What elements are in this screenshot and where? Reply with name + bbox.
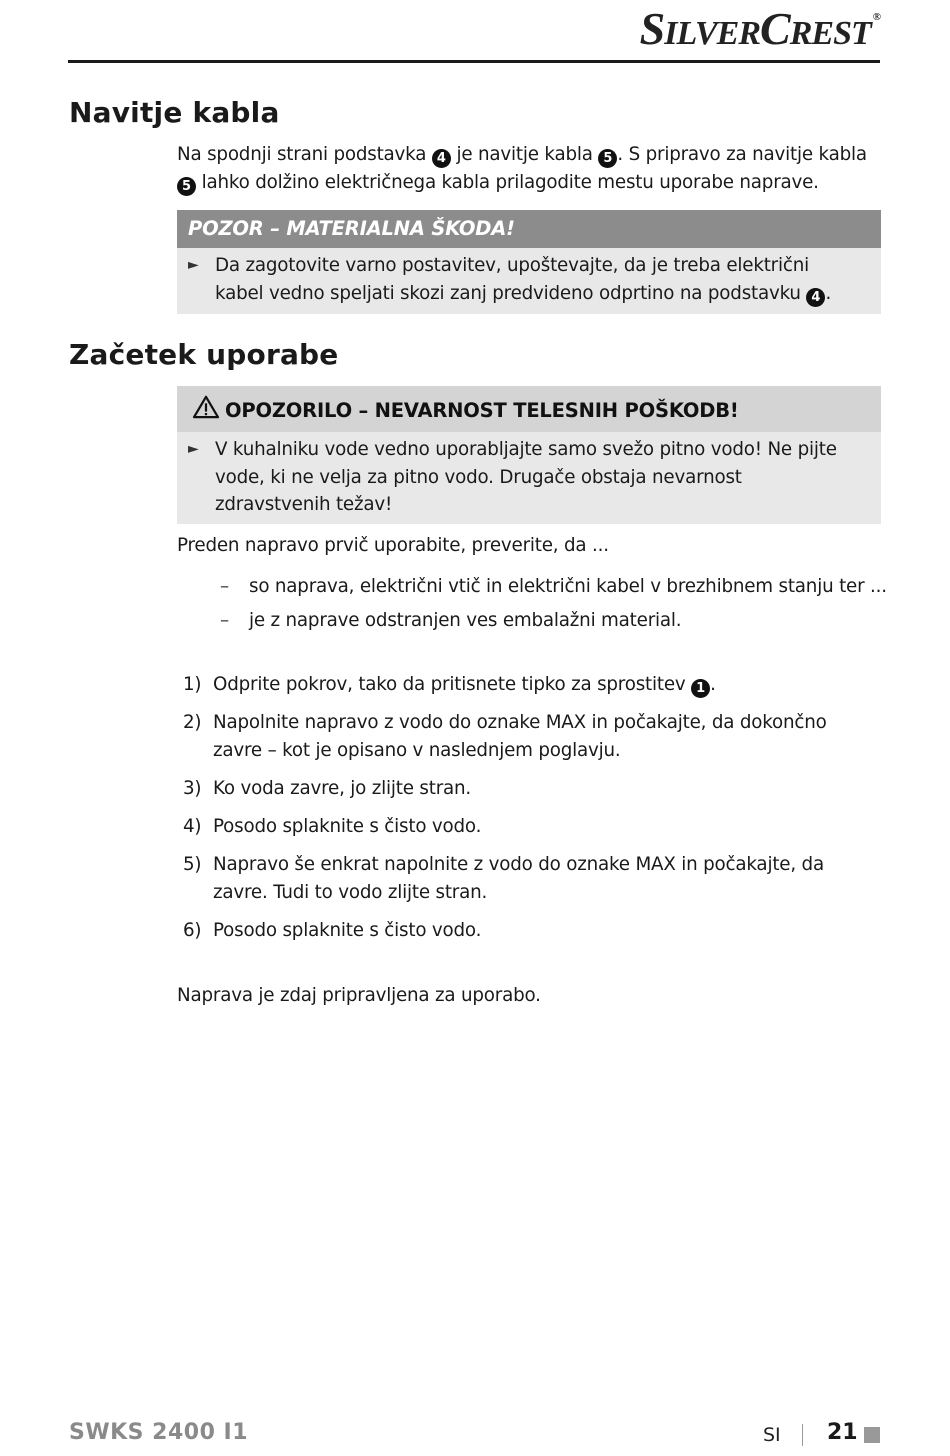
notice-title: POZOR – MATERIALNA ŠKODA! [177,210,881,248]
warning-box [177,386,881,524]
notice-body: ► Da zagotovite varno postavitev, upoštevajte, da je treba električni kabel vedno speljati skozi zanj predvideno odprtino na podstavku 4 . [177,248,881,311]
step-item: 6) Posodo splaknite s čisto vodo. [183,920,482,941]
step-item: 2) Napolnite napravo z vodo do oznake MAX in počakajte, da dokončno zavre – kot je opisano v naslednjem poglavju. [183,712,827,761]
part-number-badge: 4 [432,149,451,168]
part-number-badge: 1 [691,679,710,698]
section-title-first-use: Začetek uporabe [69,338,339,371]
notice-box [177,210,881,314]
part-number-badge: 5 [177,177,196,196]
step-item: 1) Odprite pokrov, tako da pritisnete tipko za sprostitev 1 . [183,674,716,696]
step-item: 4) Posodo splaknite s čisto vodo. [183,816,482,837]
bullet-arrow-icon: ► [188,257,199,273]
bullet-arrow-icon: ► [188,441,199,457]
footer-divider [802,1424,803,1446]
part-number-badge: 4 [806,288,825,307]
part-number-badge: 5 [598,149,617,168]
section-title-cable-winding: Navitje kabla [69,96,280,129]
model-number: SWKS 2400 I1 [69,1420,249,1445]
header-rule [68,60,880,63]
silvercrest-logo: SILVERCREST ® [639,3,880,54]
warning-body: ► V kuhalniku vode vedno uporabljajte samo svežo pitno vodo! Ne pijte vode, ki ne velja za pitno vodo. Drugače obstaja nevarnost zdravstvenih težav! [177,432,881,523]
warning-triangle-icon [191,395,221,419]
step-item: 5) Napravo še enkrat napolnite z vodo do oznake MAX in počakajte, da zavre. Tudi to vodo zlijte stran. [183,854,824,903]
page-number: 21 [827,1420,858,1445]
warning-title: OPOZORILO – NEVARNOST TELESNIH POŠKODB! [177,386,881,432]
closing-text: Naprava je zdaj pripravljena za uporabo. [177,985,541,1006]
cable-winding-paragraph: Na spodnji strani podstavka 4 je navitje kabla 5 . S pripravo za navitje kabla 5 lahko dolžino električnega kabla prilagodite mestu uporabe naprave. [177,144,867,194]
step-item: 3) Ko voda zavre, jo zlijte stran. [183,778,472,799]
footer-square-icon [864,1427,880,1443]
language-code: SI [763,1424,781,1446]
intro-text: Preden napravo prvič uporabite, preverite, da ... [177,535,609,556]
